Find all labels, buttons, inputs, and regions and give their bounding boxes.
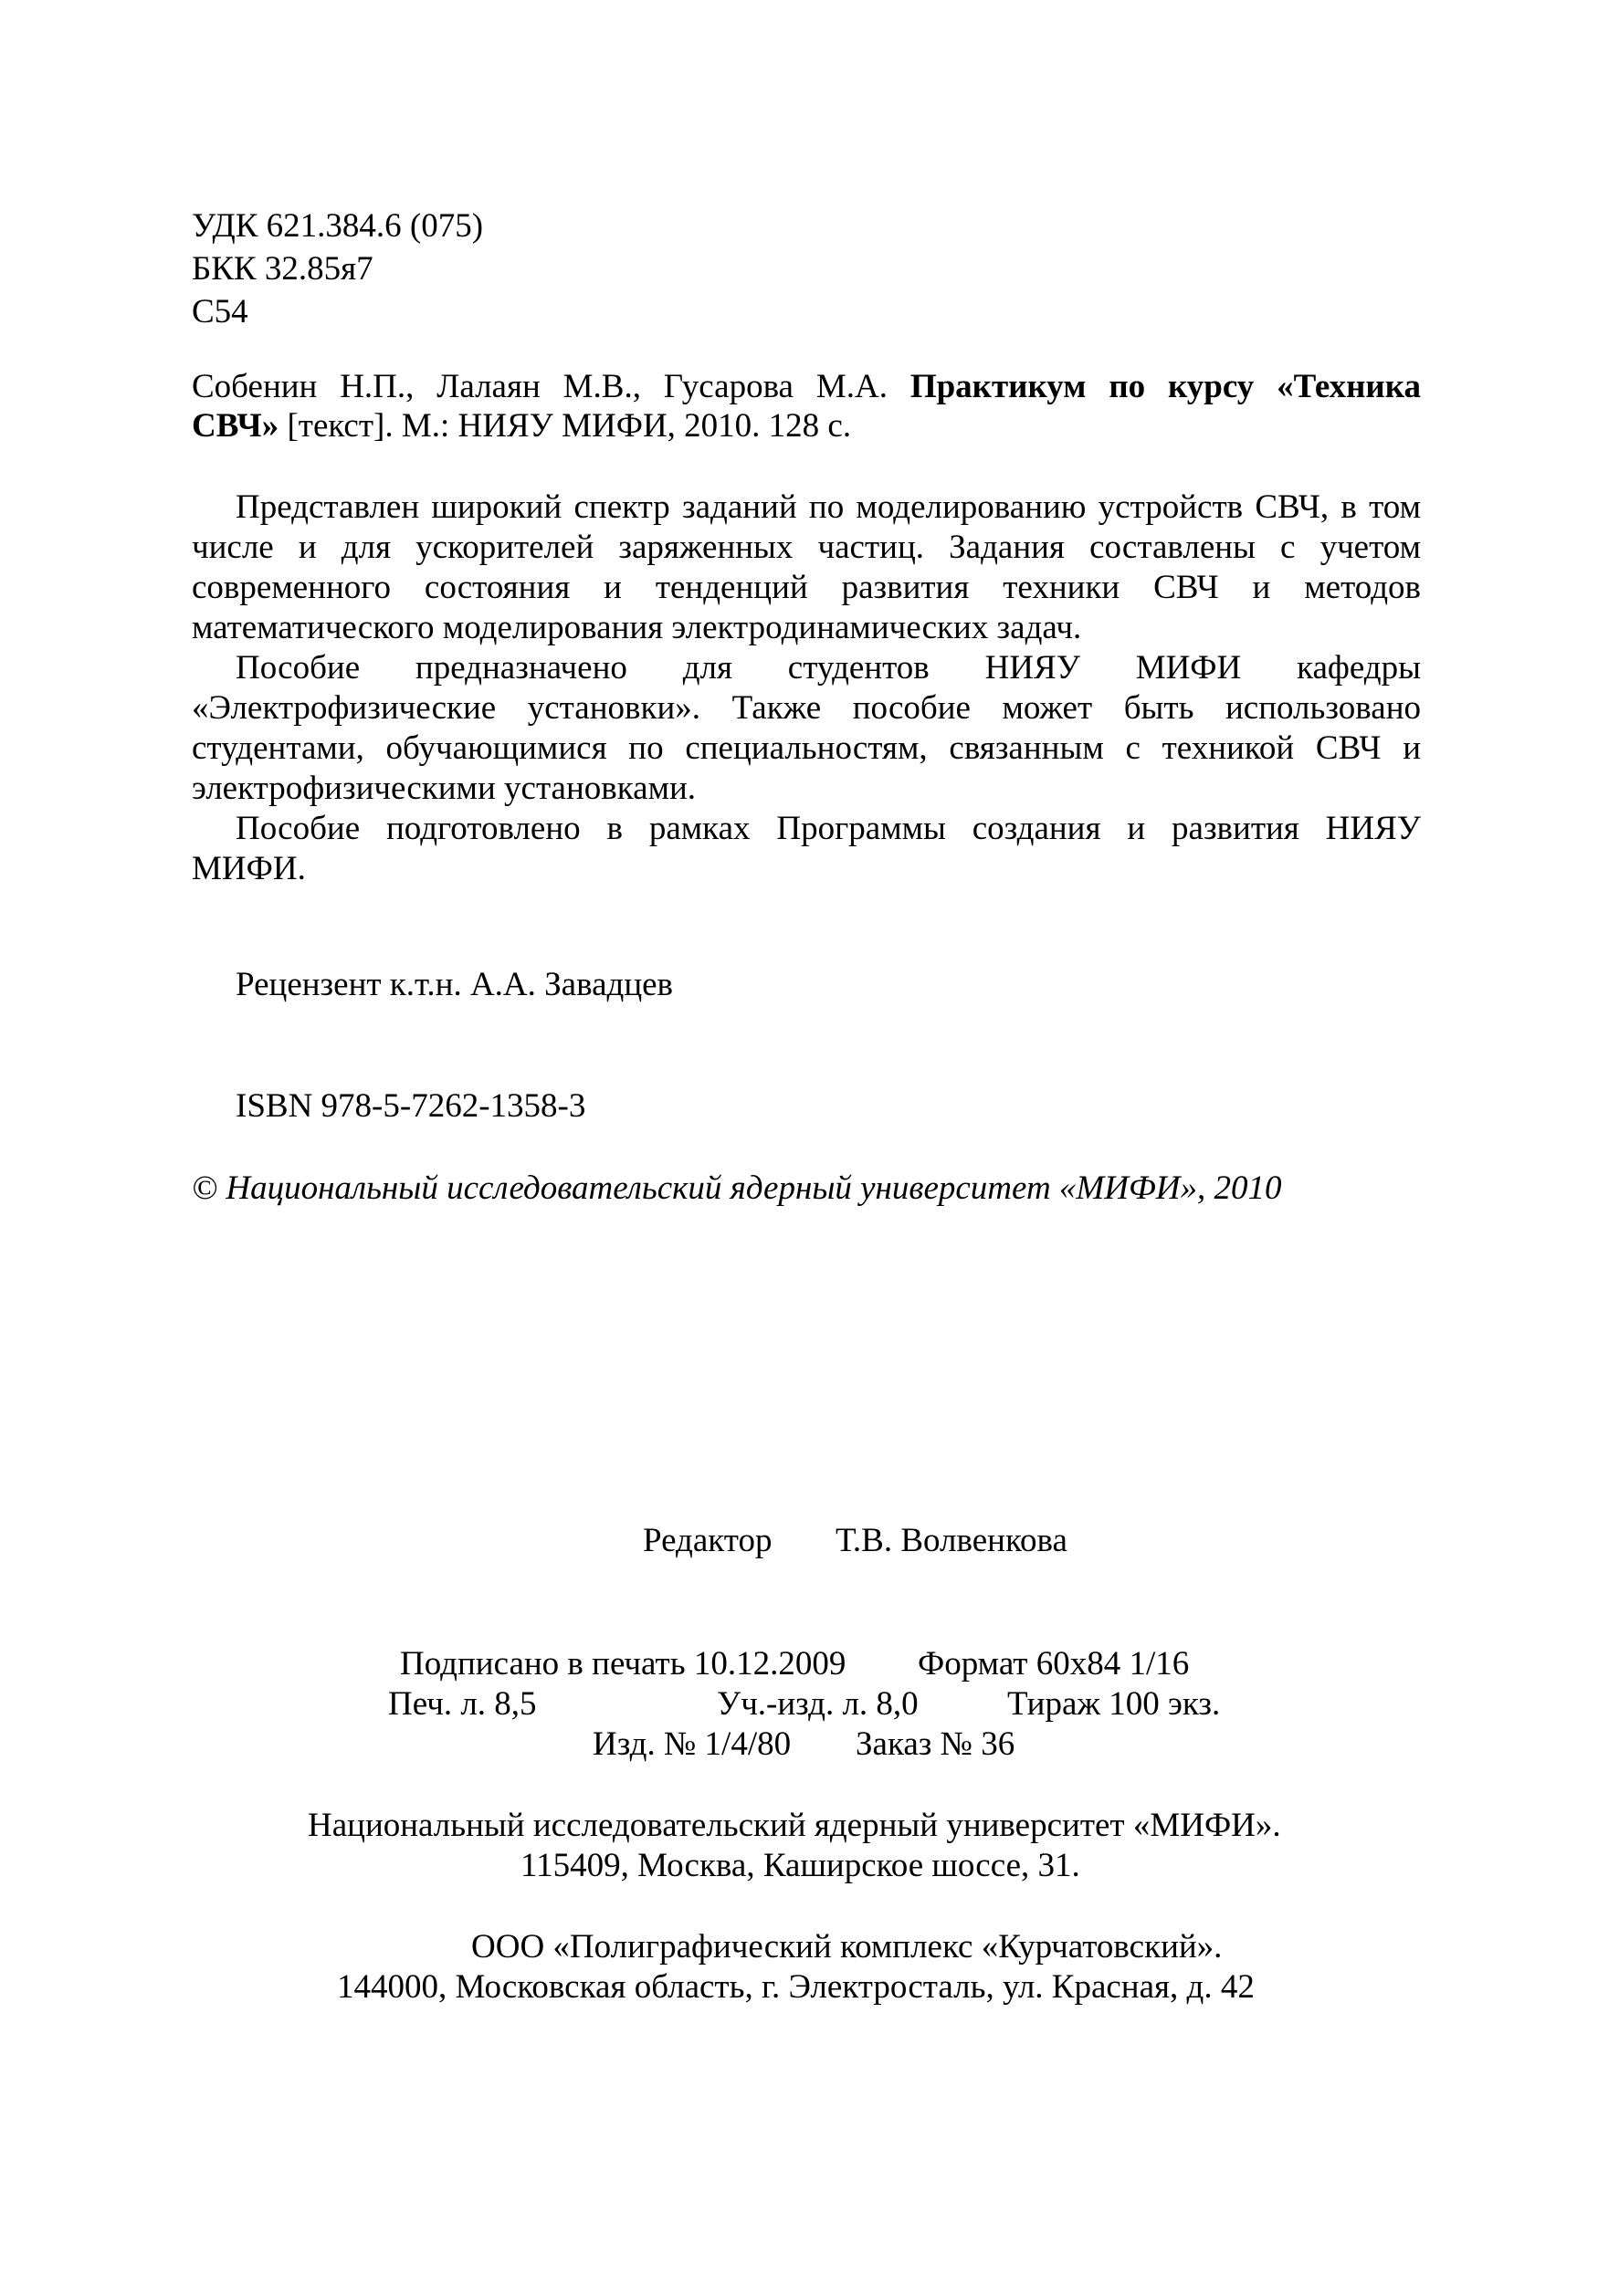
abstract-p3-line-2: МИФИ. bbox=[192, 850, 306, 887]
publisher-address: 115409, Москва, Каширское шоссе, 31. bbox=[520, 1847, 1080, 1884]
citation-authors: Собенин Н.П., Лалаян М.В., Гусарова М.А. bbox=[192, 368, 888, 405]
abstract-p2-line-1: Пособие предназначено для студентов НИЯУ МИФИ кафедры bbox=[236, 649, 1421, 687]
abstract-p1-line-2: числе и для ускорителей заряженных частиц. Задания составлены с учетом bbox=[192, 529, 1421, 566]
citation-line-1 bbox=[192, 367, 1421, 407]
abstract-p3-line-1: Пособие подготовлено в рамках Программы создания и развития НИЯУ bbox=[236, 810, 1421, 847]
abstract-p1-line-1: Представлен широкий спектр заданий по моделированию устройств СВЧ, в том bbox=[236, 488, 1421, 526]
udk-code: УДК 621.384.6 (075) bbox=[192, 207, 484, 245]
abstract-p2-line-3: студентами, обучающимися по специальностям, связанным с техникой СВЧ и bbox=[192, 729, 1421, 767]
abstract-p1-line-3: современного состояния и тенденций развития техники СВЧ и методов bbox=[192, 569, 1421, 606]
bbk-code: БКК 32.85я7 bbox=[192, 250, 373, 288]
editor-name: Т.В. Волвенкова bbox=[836, 1522, 1067, 1559]
print-sheets: Печ. л. 8,5 bbox=[388, 1685, 537, 1723]
abstract-p2-line-2: «Электрофизические установки». Также пособие может быть использовано bbox=[192, 689, 1421, 727]
publisher-name: Национальный исследовательский ядерный университет «МИФИ». bbox=[308, 1807, 1281, 1844]
reviewer: Рецензент к.т.н. А.А. Завадцев bbox=[236, 966, 674, 1003]
abstract-p2-line-4: электрофизическими установками. bbox=[192, 770, 697, 807]
paper-format: Формат 60х84 1/16 bbox=[918, 1645, 1190, 1683]
edition-number: Изд. № 1/4/80 bbox=[593, 1725, 792, 1763]
citation-title-part-1: Практикум по курсу «Техника bbox=[909, 368, 1422, 405]
isbn: ISBN 978-5-7262-1358-3 bbox=[236, 1087, 586, 1125]
signed-date: Подписано в печать 10.12.2009 bbox=[400, 1645, 846, 1683]
editor-label: Редактор bbox=[643, 1522, 773, 1559]
citation-line-2 bbox=[192, 406, 851, 446]
citation-title-part-2: СВЧ» bbox=[192, 407, 279, 445]
abstract-p1-line-4: математического моделирования электродинамических задач. bbox=[192, 609, 1082, 646]
copyright: © Национальный исследовательский ядерный университет «МИФИ», 2010 bbox=[192, 1169, 1282, 1207]
publisher-sheets: Уч.-изд. л. 8,0 bbox=[717, 1685, 919, 1723]
printer-name: ООО «Полиграфический комплекс «Курчатовский». bbox=[471, 1928, 1223, 1966]
circulation: Тираж 100 экз. bbox=[1007, 1685, 1221, 1723]
classification-block bbox=[192, 204, 483, 333]
citation-publication-info: [текст]. М.: НИЯУ МИФИ, 2010. 128 с. bbox=[287, 407, 852, 445]
author-mark: С54 bbox=[192, 293, 248, 330]
printer-address: 144000, Московская область, г. Электросталь, ул. Красная, д. 42 bbox=[337, 1968, 1255, 2006]
order-number: Заказ № 36 bbox=[856, 1725, 1015, 1763]
